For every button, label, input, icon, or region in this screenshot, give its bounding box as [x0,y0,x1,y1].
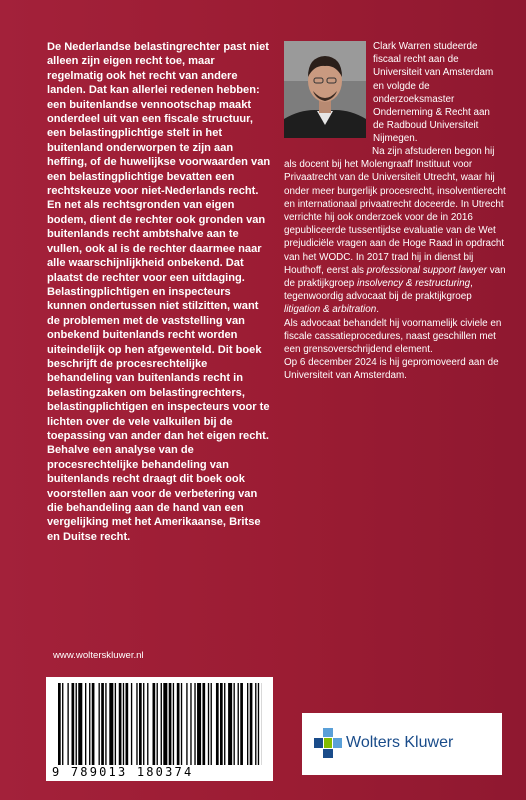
barcode-bars-icon [58,683,262,765]
bio-p1-text: Na zijn afstuderen begon hij als docent bij het Molengraaff Instituut voor Privaatrecht van de Universiteit Utrecht, waar hij onder meer burgerlijk procesrecht, insolventierecht en internationaal privaatrecht doceerde. In Utrecht verrichte hij ook onderzoek voor de in 2016 gepubliceerde tussentijdse evaluatie van de Wet prejudiciële vragen aan de Hoge Raad in opdracht van het WODC. In 2017 trad hij in dienst bij Houthoff, eerst als [284,146,506,276]
author-bio-intro: Clark Warren studeerde fiscaal recht aan de Universiteit van Amsterdam en volgde de onderzoeksmaster Onderneming & Recht aan de Radboud Universiteit Nijmegen. [373,41,494,145]
author-bio-paragraph-3: Op 6 december 2024 is hij gepromoveerd aan de Universiteit van Amsterdam. [284,357,499,382]
blurb-text: De Nederlandse belastingrechter past niet alleen zijn eigen recht toe, maar regelmatig ook het recht van andere landen. Dat kan allerlei redenen hebben: een buitenlandse vennootschap maakt onderdeel uit van een fiscale structuur, een belastingplichtige stelt in het buitenland onderworpen te zijn aan heffing, of de huwelijkse voorwaarden van een belastingplichtige bevatten een rechtskeuze voor niet-Nederlands recht. En net als rechtsgronden van eigen bodem, dient de rechter ook gronden van buitenlands recht ambtshalve aan te vullen, ook al is de rechter daarmee naar alle waarschijnlijkheid onbekend. Dat plaatst de rechter voor een uitdaging. Belastingplichtigen en inspecteurs kunnen ondertussen niet stilzitten, want de problemen met de vaststelling van onbekend buitenlands recht worden uiteindelijk op hen afgewenteld. Dit boek beschrijft de procesrechtelijke behandeling van buitenlands recht in belastingzaken om belastingrechters, belastingplichtigen en inspecteurs voor te lichten over de vele valkuilen bij de toepassing van ander dan het eigen recht. Behalve een analyse van de procesrechtelijke behandeling van buitenlands recht draagt dit boek ook voorstellen aan voor de verbetering van die behandeling aan de hand van een vergelijking met het Amerikaanse, Britse en Duitse recht. [47,41,271,543]
bio-p1-mid2: , tegenwoordig advocaat bij de praktijkgroep [284,278,473,303]
publisher-name: Wolters Kluwer [346,734,454,751]
author-photo [284,41,366,138]
bio-p1-emphasis-3: litigation & arbitration [284,304,377,316]
barcode [46,677,273,781]
bio-p1-emphasis-1: professional support lawyer [366,264,487,276]
author-bio [284,145,509,383]
publisher-url: www.wolterskluwer.nl [53,650,144,661]
author-bio-paragraph-1 [284,145,509,317]
isbn-number: 9 789013 180374 [52,765,194,779]
author-portrait-icon [284,41,366,138]
wolters-kluwer-logo-icon [314,728,342,758]
bio-p1-end: . [376,304,379,316]
author-bio-paragraph-2: Als advocaat behandelt hij voornamelijk civiele en fiscale cassatieprocedures, naast geschillen met een grensoverschrijdend element. [284,317,502,356]
bio-p1-mid: van de praktijkgroep [284,264,506,290]
bio-p1-emphasis-2: insolvency & restructuring [357,278,471,290]
publisher-logo [302,713,502,775]
